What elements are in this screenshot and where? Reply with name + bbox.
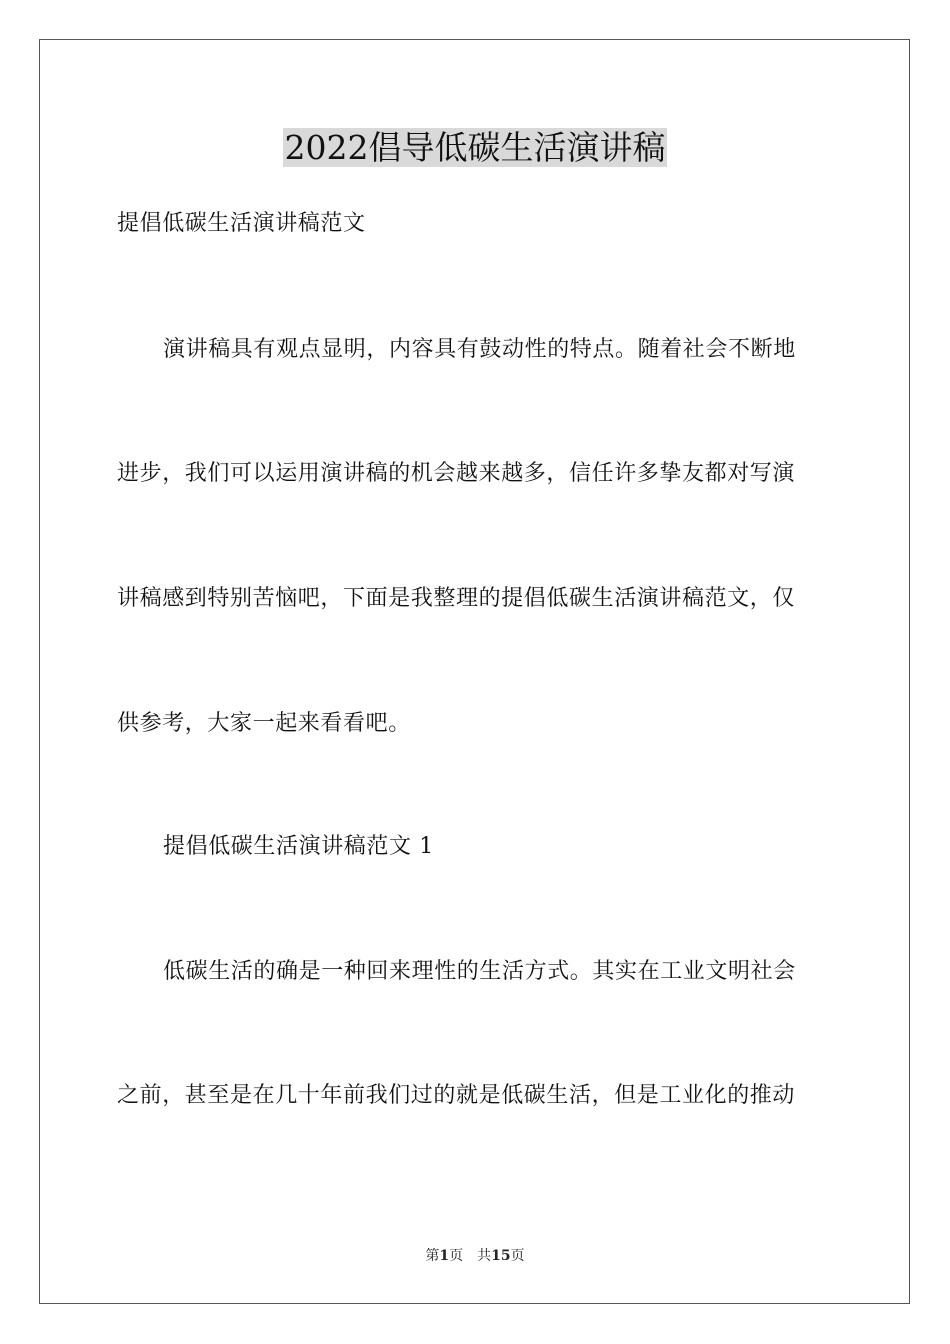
page-total: 15 [491, 1248, 511, 1264]
paragraph-line: 讲稿感到特别苦恼吧，下面是我整理的提倡低碳生活演讲稿范文，仅 [117, 586, 796, 611]
page-current: 1 [439, 1248, 450, 1264]
section-heading: 提倡低碳生活演讲稿范文 1 [163, 834, 434, 859]
page-prefix: 第 [425, 1248, 440, 1264]
document-title-text: 2022倡导低碳生活演讲稿 [284, 128, 666, 167]
paragraph-line: 进步，我们可以运用演讲稿的机会越来越多，信任许多挚友都对写演 [117, 461, 796, 486]
page-suffix: 页 [449, 1248, 464, 1264]
paragraph-line: 低碳生活的确是一种回来理性的生活方式。其实在工业文明社会 [163, 959, 796, 984]
paragraph-line: 演讲稿具有观点显明，内容具有鼓动性的特点。随着社会不断地 [163, 337, 796, 362]
document-title [0, 126, 950, 170]
total-prefix: 共 [477, 1248, 492, 1264]
paragraph-line: 供参考，大家一起来看看吧。 [117, 711, 411, 736]
document-subtitle: 提倡低碳生活演讲稿范文 [117, 211, 366, 236]
page-footer [0, 1246, 950, 1266]
paragraph-line: 之前，甚至是在几十年前我们过的就是低碳生活，但是工业化的推动 [117, 1083, 796, 1108]
total-suffix: 页 [510, 1248, 525, 1264]
